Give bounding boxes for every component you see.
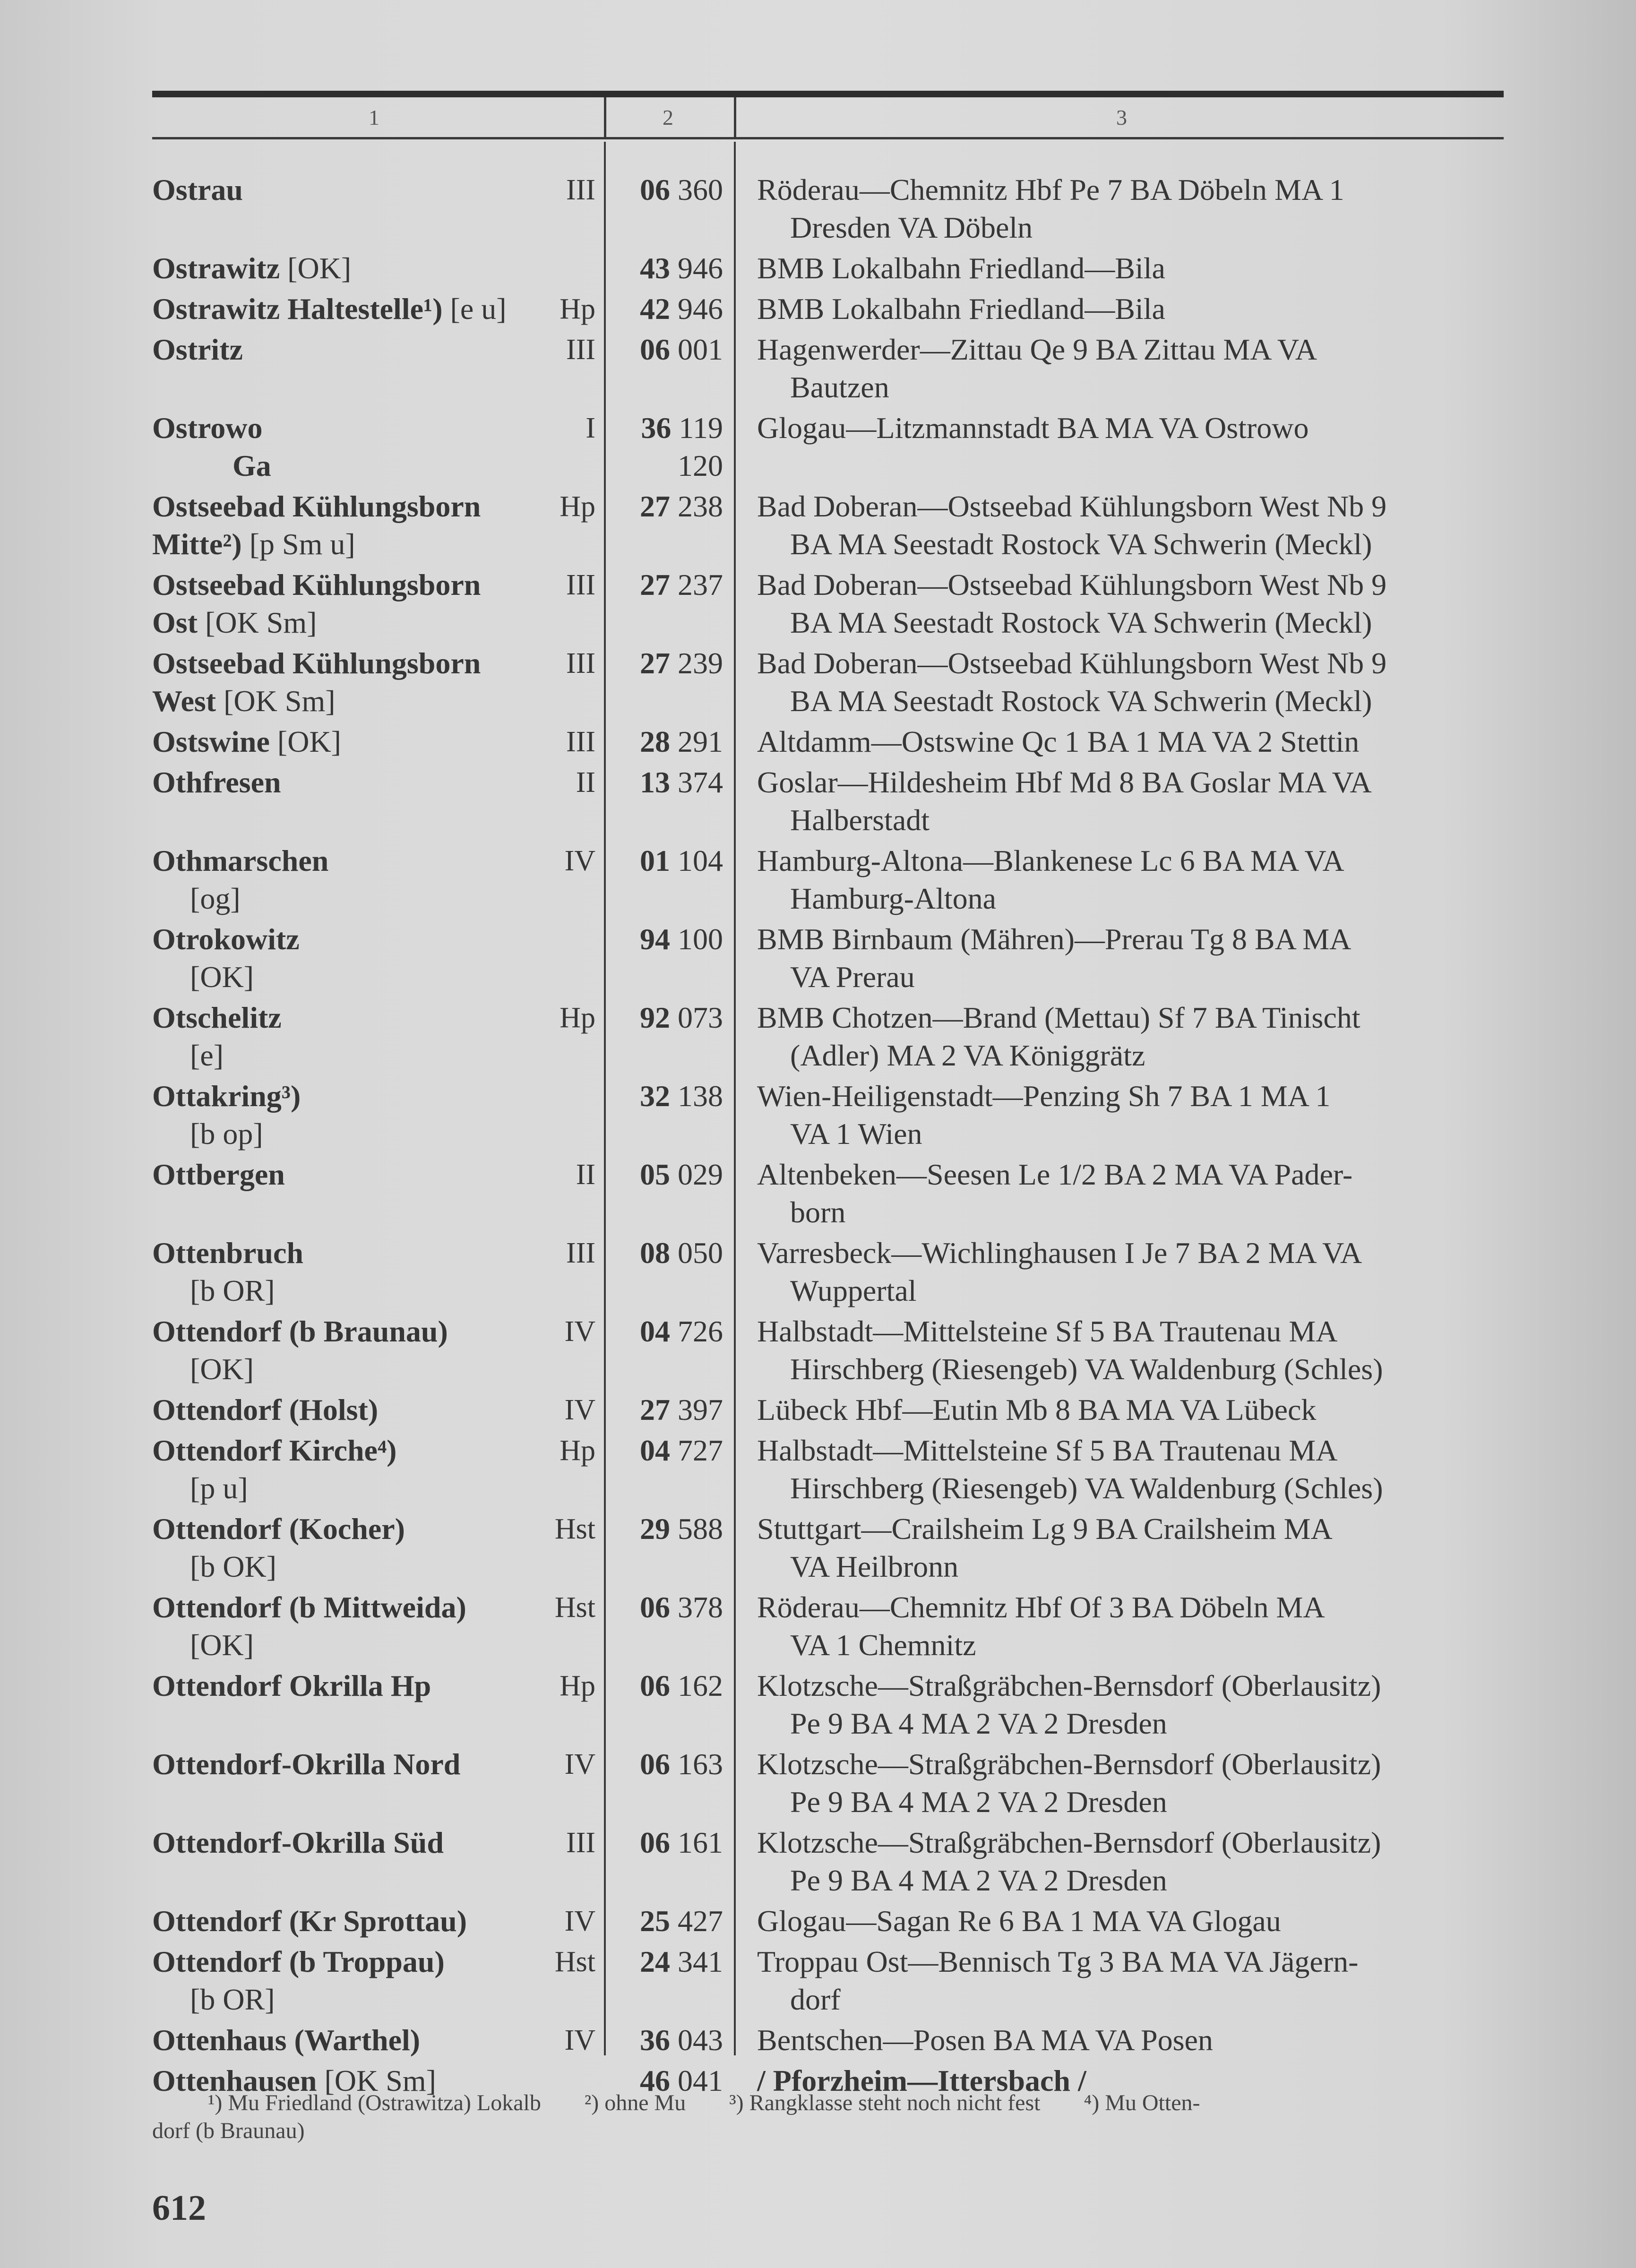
station-name: Ostswine: [152, 725, 270, 758]
route-description-line: Stuttgart—Crailsheim Lg 9 BA Crailsheim MA: [757, 1512, 1333, 1546]
station-name-line: [152, 447, 596, 485]
route-description-line: Hagenwerder—Zittau Qe 9 BA Zittau MA VA: [757, 333, 1317, 366]
station-number: 46 041: [640, 2064, 723, 2097]
station-name: West: [152, 684, 216, 718]
route-description-cell: [757, 2021, 1513, 2059]
station-name-cell: [152, 249, 596, 287]
route-description-line: Altdamm—Ostswine Qc 1 BA 1 MA VA 2 Stettin: [757, 725, 1360, 758]
route-description-line: BA MA Seestadt Rostock VA Schwerin (Meckl): [790, 684, 1372, 718]
route-description-cell: [757, 1902, 1513, 1940]
rank-class: III: [566, 647, 595, 679]
number-prefix: 27: [640, 568, 670, 601]
station-number-cell: [605, 488, 723, 525]
route-description-cell: [757, 488, 1513, 563]
station-number: 06 162: [640, 1669, 723, 1702]
station-number: 06 378: [640, 1590, 723, 1624]
station-number: 06 161: [640, 1826, 723, 1859]
route-description-cell: [757, 920, 1513, 996]
station-number-cell: [605, 764, 723, 801]
station-name: Ga: [232, 449, 271, 482]
route-description-line: Bautzen: [790, 370, 889, 404]
table-row: [152, 764, 1513, 839]
station-name: Ottbergen: [152, 1158, 285, 1191]
station-name: Ottendorf (Holst): [152, 1393, 379, 1426]
route-description-line: Halbstadt—Mittelsteine Sf 5 BA Trautenau MA: [757, 1434, 1338, 1467]
station-name-cell: [152, 1077, 596, 1153]
number-prefix: 36: [640, 2023, 670, 2057]
station-name-line: [152, 1548, 596, 1586]
rank-class: IV: [564, 845, 595, 877]
rank-class: III: [566, 1827, 595, 1859]
station-number-cell: [605, 1667, 723, 1705]
station-name: Ottenhaus (Warthel): [152, 2023, 421, 2057]
station-number: 28 291: [640, 725, 723, 758]
number-prefix: 46: [640, 2064, 670, 2097]
footnote-1: ¹) Mu Friedland (Ostrawitza) Lokalb: [208, 2090, 541, 2115]
station-name-line: [152, 1626, 596, 1664]
table-row: [152, 1234, 1513, 1310]
rank-class: IV: [564, 1315, 595, 1348]
station-number-cell: [605, 1589, 723, 1626]
route-description-line: Halbstadt—Mittelsteine Sf 5 BA Trautenau MA: [757, 1314, 1338, 1348]
rank-class: III: [566, 334, 595, 366]
route-description-line: Hamburg-Altona: [790, 882, 997, 915]
route-description-cell: [757, 1745, 1513, 1821]
station-name-line: [152, 1272, 596, 1310]
station-number: 29 588: [640, 1512, 723, 1546]
station-number: 13 374: [640, 765, 723, 799]
station-number-cell: [605, 1902, 723, 1940]
route-description-cell: [757, 1156, 1513, 1231]
route-description-line: Hirschberg (Riesengeb) VA Waldenburg (Schles): [790, 1471, 1383, 1505]
station-name-line: [152, 1037, 596, 1074]
number-prefix: 42: [640, 292, 670, 326]
station-number-cell: [605, 644, 723, 682]
route-description-cell: [757, 249, 1513, 287]
table-row: [152, 1510, 1513, 1586]
station-tag: [og]: [190, 882, 241, 915]
route-description-line: Röderau—Chemnitz Hbf Pe 7 BA Döbeln MA 1: [757, 173, 1344, 206]
number-prefix: 25: [640, 1904, 670, 1938]
route-description-line: (Adler) MA 2 VA Königgrätz: [790, 1039, 1145, 1072]
table-row: [152, 1745, 1513, 1821]
table-row: [152, 1824, 1513, 1899]
blank-line: [757, 447, 1513, 485]
station-name: Ottendorf-Okrilla Süd: [152, 1826, 444, 1859]
footnote-3: ³) Rangklasse steht noch nicht fest: [729, 2090, 1041, 2115]
station-tag: [OK]: [190, 960, 254, 994]
station-name: Ostritz: [152, 333, 243, 366]
station-tag: [OK]: [277, 725, 341, 758]
station-number-cell: [605, 1156, 723, 1194]
rank-class: II: [576, 1159, 595, 1191]
station-name: Otschelitz: [152, 1001, 282, 1034]
station-number: 27 238: [640, 490, 723, 523]
station-name-line: [152, 1981, 596, 2019]
rank-class: III: [566, 174, 595, 206]
footnote-4: ⁴) Mu Otten-: [1084, 2090, 1200, 2115]
station-number: 27 237: [640, 568, 723, 601]
route-description-cell: [757, 1313, 1513, 1388]
rank-class: III: [566, 726, 595, 758]
station-number: 06 163: [640, 1747, 723, 1781]
table-row: [152, 1156, 1513, 1231]
station-number-cell: [605, 171, 723, 209]
table-row: [152, 1313, 1513, 1388]
route-description-line: Pe 9 BA 4 MA 2 VA 2 Dresden: [790, 1785, 1167, 1819]
table-row: [152, 249, 1513, 287]
route-description-line: dorf: [790, 1983, 841, 2016]
station-name: Ottendorf (Kocher): [152, 1512, 405, 1546]
number-prefix: 27: [640, 646, 670, 680]
station-name: Ostrowo: [152, 411, 263, 445]
rank-class: IV: [564, 1905, 595, 1937]
station-name-line: [152, 249, 596, 287]
station-number-cell: [605, 842, 723, 880]
route-description-cell: [757, 1510, 1513, 1586]
station-number: 36 119: [641, 411, 723, 445]
station-number: 05 029: [640, 1158, 723, 1191]
table-row: [152, 171, 1513, 247]
number-prefix: 01: [640, 844, 670, 877]
station-name: Ostrawitz Haltestelle¹): [152, 292, 443, 326]
route-description-line: Hamburg-Altona—Blankenese Lc 6 BA MA VA: [757, 844, 1344, 877]
station-name: Otrokowitz: [152, 922, 300, 956]
station-number: 36 043: [640, 2023, 723, 2057]
rank-class: II: [576, 766, 595, 799]
table-row: [152, 999, 1513, 1074]
station-name-line: [152, 958, 596, 996]
station-number-cell: [605, 249, 723, 287]
station-table: [152, 171, 1513, 2103]
table-row: [152, 1667, 1513, 1743]
station-number-cell: [605, 409, 723, 485]
station-number-cell: [605, 1510, 723, 1548]
route-description-line: Glogau—Sagan Re 6 BA 1 MA VA Glogau: [757, 1904, 1281, 1938]
route-description-line: Pe 9 BA 4 MA 2 VA 2 Dresden: [790, 1707, 1167, 1740]
station-name-line: [152, 1350, 596, 1388]
rank-class: Hp: [560, 490, 595, 523]
route-description-line: BMB Birnbaum (Mähren)—Prerau Tg 8 BA MA: [757, 922, 1352, 956]
route-description-line: Glogau—Litzmannstadt BA MA VA Ostrowo: [757, 411, 1309, 445]
station-name: Ottendorf (b Troppau): [152, 1945, 445, 1978]
station-name: Ottendorf (b Mittweida): [152, 1590, 466, 1624]
footnotes: [208, 2088, 1238, 2118]
route-description-line: Pe 9 BA 4 MA 2 VA 2 Dresden: [790, 1864, 1167, 1897]
station-name: Ost: [152, 606, 198, 639]
route-description-line: BA MA Seestadt Rostock VA Schwerin (Meckl): [790, 606, 1372, 639]
route-description-cell: [757, 1432, 1513, 1507]
route-description-cell: [757, 723, 1513, 761]
number-prefix: 06: [640, 173, 670, 206]
station-number-cell: [605, 1391, 723, 1429]
route-description-cell: [757, 999, 1513, 1074]
station-tag: [e u]: [450, 292, 507, 326]
station-tag: [b OR]: [190, 1274, 275, 1307]
station-tag: [p u]: [190, 1471, 248, 1505]
station-name: Ostrawitz: [152, 251, 280, 285]
station-number-cell: [605, 566, 723, 604]
station-number: 01 104: [640, 844, 723, 877]
number-prefix: 36: [641, 411, 672, 445]
number-prefix: 04: [640, 1434, 670, 1467]
table-row: [152, 1943, 1513, 2019]
station-number-cell: [605, 723, 723, 761]
station-name-line: [152, 1077, 596, 1115]
route-description-line: Hirschberg (Riesengeb) VA Waldenburg (Schles): [790, 1352, 1383, 1386]
route-description-cell: [757, 331, 1513, 406]
station-number-cell: [605, 1824, 723, 1862]
station-name: Ottenbruch: [152, 1236, 303, 1270]
rank-class: Hp: [560, 1670, 595, 1702]
route-description-line: VA Heilbronn: [790, 1550, 959, 1583]
route-description-cell: [757, 409, 1513, 485]
station-name-line: [152, 880, 596, 918]
station-number: 94 100: [640, 922, 723, 956]
table-row: [152, 1391, 1513, 1429]
rank-class: Hst: [554, 1946, 595, 1978]
route-description-line: BMB Lokalbahn Friedland—Bila: [757, 251, 1165, 285]
route-description-cell: [757, 1234, 1513, 1310]
route-description-cell: [757, 764, 1513, 839]
station-tag: [e]: [190, 1039, 224, 1072]
station-number-cell: [605, 1943, 723, 1981]
route-description-line: Bad Doberan—Ostseebad Kühlungsborn West Nb 9: [757, 646, 1387, 680]
station-name: Ottendorf Okrilla Hp: [152, 1669, 431, 1702]
route-description-line: Goslar—Hildesheim Hbf Md 8 BA Goslar MA VA: [757, 765, 1372, 799]
number-prefix: 28: [640, 725, 670, 758]
rank-class: I: [586, 412, 595, 444]
station-number-cell: [605, 1077, 723, 1115]
route-description-line: Klotzsche—Straßgräbchen-Bernsdorf (Oberlausitz): [757, 1747, 1381, 1781]
route-description-cell: [757, 1391, 1513, 1429]
route-description-line: Klotzsche—Straßgräbchen-Bernsdorf (Oberlausitz): [757, 1669, 1381, 1702]
route-description-cell: [757, 842, 1513, 918]
station-name: Mitte²): [152, 527, 242, 561]
table-row: [152, 409, 1513, 485]
station-number: 27 397: [640, 1393, 723, 1426]
number-prefix: 06: [640, 1669, 670, 1702]
number-prefix: 32: [640, 1079, 670, 1113]
route-description-line: Altenbeken—Seesen Le 1/2 BA 2 MA VA Pader-: [757, 1158, 1353, 1191]
route-description-line: BA MA Seestadt Rostock VA Schwerin (Meckl): [790, 527, 1372, 561]
route-description-line: Röderau—Chemnitz Hbf Of 3 BA Döbeln MA: [757, 1590, 1325, 1624]
station-tag: [b OK]: [190, 1550, 277, 1583]
number-prefix: 27: [640, 490, 670, 523]
station-name-line: [152, 1469, 596, 1507]
station-name-line: [152, 682, 596, 720]
station-tag: [OK]: [190, 1352, 254, 1386]
route-description-line: Lübeck Hbf—Eutin Mb 8 BA MA VA Lübeck: [757, 1393, 1317, 1426]
route-description-line: BMB Chotzen—Brand (Mettau) Sf 7 BA Tinischt: [757, 1001, 1360, 1034]
station-number: 08 050: [640, 1236, 723, 1270]
number-prefix: 29: [640, 1512, 670, 1546]
route-description-line: Troppau Ost—Bennisch Tg 3 BA MA VA Jägern-: [757, 1945, 1359, 1978]
route-description-cell: [757, 1667, 1513, 1743]
number-prefix: 06: [640, 1747, 670, 1781]
route-description-cell: [757, 1943, 1513, 2019]
station-number-cell: [605, 1313, 723, 1350]
station-tag: [OK]: [190, 1628, 254, 1662]
station-name: Ostseebad Kühlungsborn: [152, 568, 481, 601]
station-tag: [b op]: [190, 1117, 263, 1151]
column-header-3: 3: [1116, 105, 1127, 129]
number-prefix: 27: [640, 1393, 670, 1426]
station-number: 06 360: [640, 173, 723, 206]
station-number-cell: [605, 1745, 723, 1783]
station-name-line: [152, 1115, 596, 1153]
route-description-line: / Pforzheim—Ittersbach /: [757, 2064, 1086, 2097]
number-prefix: 13: [640, 765, 670, 799]
number-prefix: 24: [640, 1945, 670, 1978]
number-prefix: 06: [640, 1590, 670, 1624]
rank-class: III: [566, 569, 595, 601]
rank-class: Hp: [560, 1002, 595, 1034]
station-name: Ottakring³): [152, 1079, 301, 1113]
station-name: Ostseebad Kühlungsborn: [152, 646, 481, 680]
station-name: Othmarschen: [152, 844, 329, 877]
rank-class: Hp: [560, 1435, 595, 1467]
station-tag: [OK Sm]: [224, 684, 336, 718]
station-number: 32 138: [640, 1079, 723, 1113]
table-row: [152, 644, 1513, 720]
route-description-line: Bad Doberan—Ostseebad Kühlungsborn West Nb 9: [757, 490, 1387, 523]
route-description-cell: [757, 1077, 1513, 1153]
route-description-line: Halberstadt: [790, 803, 930, 837]
station-number: 04 727: [640, 1434, 723, 1467]
route-description-line: BMB Lokalbahn Friedland—Bila: [757, 292, 1165, 326]
table-row: [152, 488, 1513, 563]
route-description-line: Dresden VA Döbeln: [790, 211, 1033, 244]
table-row: [152, 842, 1513, 918]
route-description-line: Klotzsche—Straßgräbchen-Bernsdorf (Oberlausitz): [757, 1826, 1381, 1859]
table-top-rule: [152, 91, 1504, 97]
station-number: 24 341: [640, 1945, 723, 1978]
table-row: [152, 920, 1513, 996]
header-bottom-rule: [152, 137, 1504, 139]
table-row: [152, 1902, 1513, 1940]
route-description-cell: [757, 644, 1513, 720]
rank-class: IV: [564, 1394, 595, 1426]
rank-class: Hst: [554, 1513, 595, 1545]
station-number: 42 946: [640, 292, 723, 326]
station-tag: [OK Sm]: [324, 2064, 436, 2097]
station-number: 92 073: [640, 1001, 723, 1034]
station-tag: [OK]: [287, 251, 352, 285]
table-row: [152, 1077, 1513, 1153]
number-prefix: 04: [640, 1314, 670, 1348]
station-name: Ottendorf (Kr Sprottau): [152, 1904, 467, 1938]
rank-class: III: [566, 1237, 595, 1269]
station-name: Ottenhausen: [152, 2064, 317, 2097]
number-prefix: 08: [640, 1236, 670, 1270]
station-name: Ottendorf (b Braunau): [152, 1314, 448, 1348]
route-description-line: VA 1 Wien: [790, 1117, 922, 1151]
number-prefix: 06: [640, 333, 670, 366]
route-description-cell: [757, 1589, 1513, 1664]
station-number: 27 239: [640, 646, 723, 680]
station-number: 120: [678, 449, 723, 482]
station-number-cell: [605, 1234, 723, 1272]
rank-class: Hst: [554, 1591, 595, 1624]
table-row: [152, 723, 1513, 761]
station-name: Ottendorf Kirche⁴): [152, 1434, 397, 1467]
route-description-line: born: [790, 1195, 846, 1229]
rank-class: IV: [564, 2024, 595, 2056]
rank-class: Hp: [560, 293, 595, 325]
number-prefix: 43: [640, 251, 670, 285]
station-name: Ostrau: [152, 173, 243, 206]
station-tag: [p Sm u]: [249, 527, 355, 561]
footnote-4-continued: dorf (b Braunau): [152, 2118, 305, 2143]
station-tag: [OK Sm]: [205, 606, 317, 639]
station-number-cell: [605, 331, 723, 369]
header-divider-2: [734, 97, 736, 137]
route-description-cell: [757, 290, 1513, 328]
station-name: Ostseebad Kühlungsborn: [152, 490, 481, 523]
number-prefix: 05: [640, 1158, 670, 1191]
number-prefix: 94: [640, 922, 670, 956]
table-row: [152, 1589, 1513, 1664]
footnote-2: ²) ohne Mu: [584, 2090, 686, 2115]
station-name-cell: [152, 920, 596, 996]
station-number-cell: [605, 999, 723, 1037]
station-number-cell: [605, 2021, 723, 2059]
table-row: [152, 2021, 1513, 2059]
route-description-line: Bad Doberan—Ostseebad Kühlungsborn West Nb 9: [757, 568, 1387, 601]
number-prefix: 06: [640, 1826, 670, 1859]
station-number: 06 001: [640, 333, 723, 366]
station-name-line: [152, 920, 596, 958]
column-header-2: 2: [663, 105, 673, 129]
rank-class: IV: [564, 1748, 595, 1780]
route-description-line: VA 1 Chemnitz: [790, 1628, 976, 1662]
station-number: 25 427: [640, 1904, 723, 1938]
number-prefix: 92: [640, 1001, 670, 1034]
route-description-line: Varresbeck—Wichlinghausen I Je 7 BA 2 MA VA: [757, 1236, 1362, 1270]
station-name-line: [152, 525, 596, 563]
station-name: Ottendorf-Okrilla Nord: [152, 1747, 461, 1781]
station-number-cell: [605, 920, 723, 958]
table-row: [152, 566, 1513, 642]
route-description-cell: [757, 566, 1513, 642]
station-number-cell: [605, 1432, 723, 1469]
route-description-line: VA Prerau: [790, 960, 915, 994]
route-description-line: Bentschen—Posen BA MA VA Posen: [757, 2023, 1213, 2057]
station-tag: [b OR]: [190, 1983, 275, 2016]
station-number-cell: [605, 290, 723, 328]
table-row: [152, 290, 1513, 328]
route-description-line: Wuppertal: [790, 1274, 917, 1307]
route-description-cell: [757, 171, 1513, 247]
station-number: 43 946: [640, 251, 723, 285]
column-header-1: 1: [369, 105, 379, 129]
station-number: 04 726: [640, 1314, 723, 1348]
station-name: Othfresen: [152, 765, 281, 799]
station-name-line: [152, 604, 596, 642]
route-description-cell: [757, 1824, 1513, 1899]
route-description-line: Wien-Heiligenstadt—Penzing Sh 7 BA 1 MA 1: [757, 1079, 1331, 1113]
table-row: [152, 1432, 1513, 1507]
header-divider-1: [604, 97, 606, 137]
page-number: 612: [152, 2188, 206, 2228]
table-row: [152, 331, 1513, 406]
